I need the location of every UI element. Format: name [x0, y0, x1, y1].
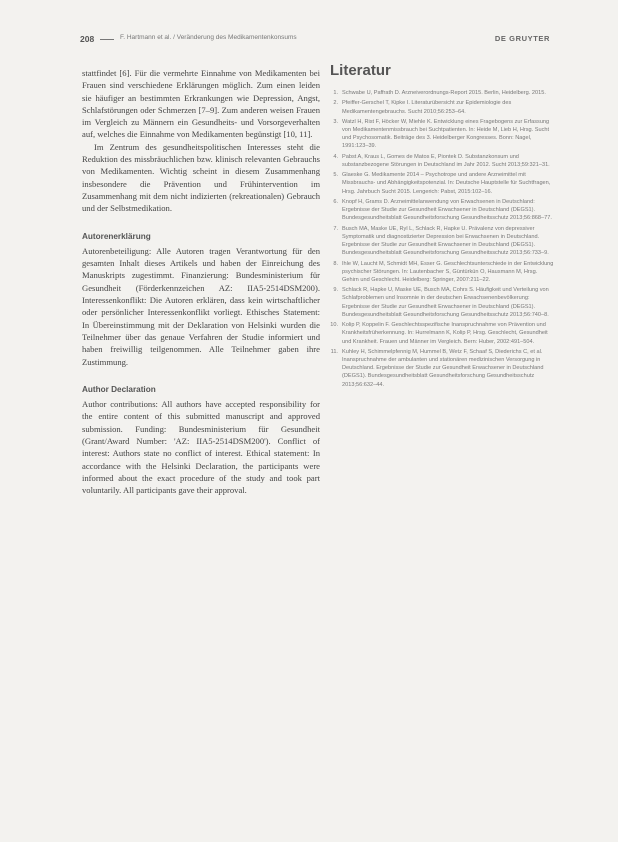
- reference-item: [328, 153, 554, 169]
- left-column: [82, 67, 320, 497]
- reference-text: Schlack R, Hapke U, Maske UE, Busch MA, Cohrs S. Häufigkeit und Verteilung von Schlafproblemen und Insomnie in der deutschen Erwachsenenbevölkerung: Ergebnisse der Studie zur Gesundheit Erwachsener in Deutschland (DEGS1). Bundesgesundheitsblatt Gesundheitsforschung Gesundheitsschutz 2013;56:740–8.: [342, 287, 549, 318]
- reference-item: [328, 89, 554, 97]
- reference-number: 8.: [333, 260, 338, 267]
- reference-number: 2.: [333, 100, 338, 107]
- reference-number: 7.: [333, 225, 338, 232]
- reference-text: Knopf H, Grams D. Arzneimittelanwendung von Erwachsenen in Deutschland: Ergebnisse der Studie zur Gesundheit Erwachsener in Deutschland (DEGS1). Bundesgesundheitsblatt Gesundheitsforschung Gesundheitsschutz 2013;56:868–77.: [342, 198, 552, 222]
- reference-text: Kuhley H, Schimmelpfennig M, Hummel B, Wetz F, Schaaf S, Diederichs C, et al. Inanspruchnahme der ambulanten und stationären medizinischen Versorgung in Deutschland. Ergebnisse der Studie zur Gesundheit Erwachsener in Deutschland (DEGS1). Bundesgesundheitsblatt Gesundheitsforschung Gesundheitsschutz 2013;56:632–44.: [342, 348, 544, 388]
- reference-item: [328, 260, 554, 285]
- reference-number: 9.: [333, 287, 338, 294]
- reference-item: [328, 171, 554, 196]
- reference-number: 10.: [330, 322, 338, 329]
- references-heading: Literatur: [330, 62, 391, 79]
- publisher-brand: DE GRUYTER: [494, 34, 550, 43]
- reference-text: Kolip P, Koppelin F. Geschlechtsspezifische Inanspruchnahme von Prävention und Krankheitsfrüherkennung. In: Hurrelmann K, Kolip P, Hrsg. Geschlecht, Gesundheit und Krankheit. Frauen und Männer im Vergleich. Bern: Huber, 2002:491–504.: [342, 322, 548, 345]
- reference-text: Pabst A, Kraus L, Gomes de Matos E, Piontek D. Substanzkonsum und substanzbezogene Störungen in Deutschland im Jahr 2012. Sucht 2013;59:321–31.: [342, 153, 550, 168]
- second-paragraph: Im Zentrum des gesundheitspolitischen Interesses steht die Reduktion des missbräuchlichen bzw. klinisch relevanten Gebrauchs von Medikamenten. Wichtig scheint in diesem Zusammenhang insbesondere die Prävention und Frühintervention im Zusammenhang mit dem nicht indizierten (rekreationalen) Gebrauch und der Selbstmedikation.: [82, 141, 320, 214]
- page-header: [80, 34, 550, 46]
- reference-text: Glaeske G. Medikamente 2014 – Psychotrope und andere Arzneimittel mit Missbrauchs- und Abhängigkeitspotenzial. In: Deutsche Hauptstelle für Suchtfragen, Hrsg. Jahrbuch Sucht 2015. Lengerich: Pabst, 2015:102–16.: [342, 172, 551, 195]
- reference-number: 1.: [333, 90, 338, 96]
- reference-number: 11.: [330, 348, 338, 355]
- autorenerklaerung-heading: Autorenerklärung: [82, 231, 151, 241]
- reference-text: Busch MA, Maske UE, Ryl L, Schlack R, Hapke U. Prävalenz von depressiver Symptomatik und diagnostizierter Depression bei Erwachsenen in Deutschland. Ergebnisse der Studie zur Gesundheit Erwachsener in Deutschland (DEGS1). Bundesgesundheitsblatt Gesundheitsforschung Gesundheitsschutz 2013;56:733–9.: [342, 225, 549, 257]
- reference-text: Schwabe U, Paffrath D. Arzneiverordnungs-Report 2015. Berlin, Heidelberg. 2015.: [342, 90, 546, 96]
- reference-item: [328, 348, 554, 389]
- reference-item: [328, 118, 554, 151]
- autorenerklaerung-text: Autorenbeteiligung: Alle Autoren tragen Verantwortung für den gesamten Inhalt dieses Artikels und haben der Einreichung des Manuskripts zugestimmt. Finanzierung: Bundesministerium für Gesundheit (Förderkennzeichen AZ: IIA5-2514DSM200). Interessenkonflikt: Die Autoren erklären, dass kein wirtschaftlicher oder persönlicher Interessenkonflikt vorliegt. Ethisches Statement: In Übereinstimmung mit der Deklaration von Helsinki wurden die Teilnehmer über das genaue Verfahren der Studie informiert und haben freiwillig teilgenommen. Alle Teilnehmer gaben ihre Zustimmung.: [82, 245, 320, 367]
- declaration-text: Author contributions: All authors have accepted responsibility for the entire content of this submitted manuscript and approved submission. Funding: Bundesministerium für Gesundheit (Grant/Award Number: 'AZ: IIA5-2514DSM200'). Conflict of interest: Authors state no conflict of interest. Ethical statement: In accordance with the Helsinki Declaration, the participants were informed about the exact procedure of the study and took part voluntarily. All participants gave their approval.: [82, 399, 320, 496]
- references-column: [328, 62, 554, 391]
- declaration-heading: Author Declaration: [82, 384, 156, 394]
- reference-item: [328, 321, 554, 346]
- reference-number: 6.: [333, 198, 338, 205]
- reference-number: 5.: [333, 172, 338, 179]
- intro-paragraph: stattfindet [6]. Für die vermehrte Einnahme von Medikamenten bei Frauen sind verschiedene Erklärungen möglich. Zum einen leiden sie häufiger an bestimmten Erkrankungen wie Depression, Angst, Schlafstörungen oder Schmerzen [7–9]. Zum anderen weisen Frauen im Vergleich zu Männern ein Gesundheits- und Vorsorgeverhalten auf, welches die Einnahme von Medikamenten begünstigt [10, 11].: [82, 68, 320, 140]
- reference-number: 3.: [333, 118, 338, 125]
- reference-item: [328, 286, 554, 319]
- reference-text: Pfeiffer-Gerschel T, Kipke I. Literaturübersicht zur Epidemiologie des Medikamentengebrauchs. Sucht 2010;56:253–64.: [342, 100, 512, 115]
- reference-item: [328, 198, 554, 223]
- reference-item: [328, 225, 554, 258]
- page-number: 208: [80, 34, 95, 44]
- reference-number: 4.: [333, 153, 338, 160]
- reference-text: Watzl H, Rist F, Höcker W, Miehle K. Entwicklung eines Fragebogens zur Erfassung von Medikamentenmissbrauch bei Suchtpatienten. In: Heide M, Lieb H, Hrsg. Sucht und Psychosomatik. Beiträge des 3. Heidelberger Kongresses. Bonn: Nagel, 1991:123–39.: [342, 118, 550, 150]
- running-title: F. Hartmann et al. / Veränderung des Medikamentenkonsums: [120, 34, 297, 41]
- reference-list: [328, 89, 554, 389]
- reference-text: Ihle W, Laucht M, Schmidt MH, Esser G. Geschlechtsunterschiede in der Entwicklung psychischer Störungen. In: Lautenbacher S, Güntürkün O, Hausmann M, Hrsg. Gehirn und Geschlecht. Heidelberg: Springer, 2007:211–22.: [342, 260, 554, 283]
- header-rule: [100, 39, 114, 40]
- reference-item: [328, 99, 554, 115]
